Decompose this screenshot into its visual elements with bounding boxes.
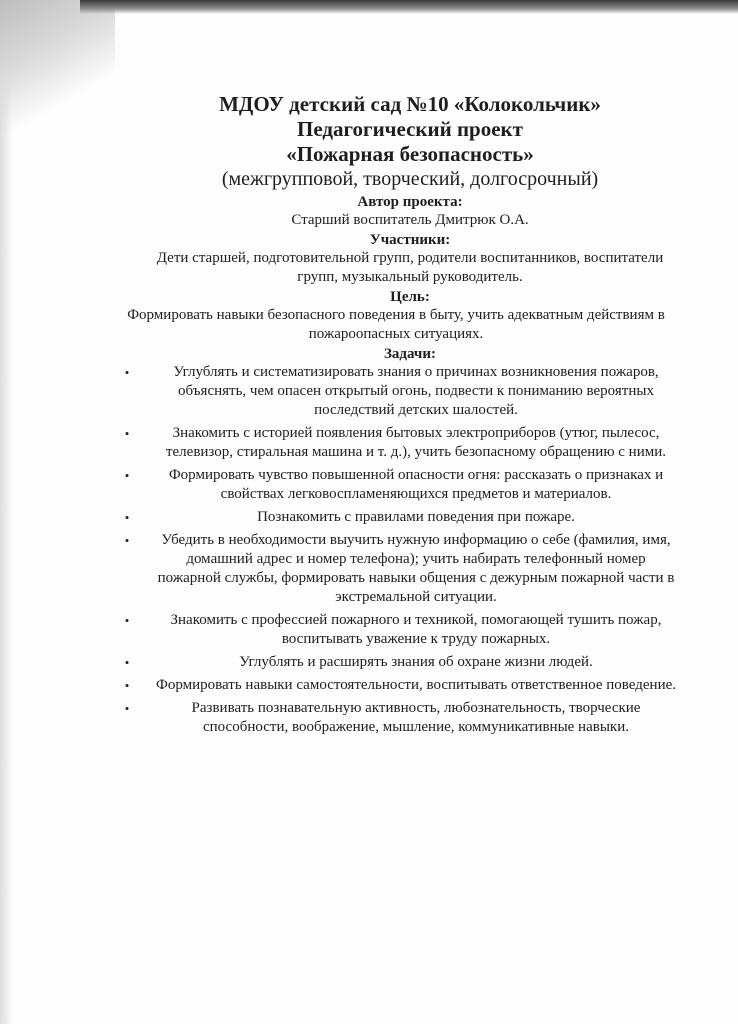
list-item bbox=[120, 676, 700, 695]
participants-value: Дети старшей, подготовительной групп, родители воспитанников, воспитатели групп, музыкальный руководитель. bbox=[156, 250, 664, 285]
list-item bbox=[120, 424, 700, 462]
document-body bbox=[120, 92, 700, 741]
project-type: Педагогический проект bbox=[297, 117, 523, 141]
author-label: Автор проекта: bbox=[357, 194, 463, 210]
task-text: Формировать чувство повышенной опасности огня: рассказать о признаках и свойствах легковоспламеняющихся предметов и материалов. bbox=[168, 467, 664, 502]
project-name: «Пожарная безопасность» bbox=[286, 142, 534, 166]
list-item bbox=[120, 363, 700, 420]
task-text: Знакомить с профессией пожарного и техникой, помогающей тушить пожар, воспитывать уважение к труду пожарных. bbox=[170, 612, 662, 647]
bullet-icon: • bbox=[124, 655, 130, 670]
bullet-icon: • bbox=[124, 426, 130, 441]
bullet-icon: • bbox=[124, 701, 130, 716]
task-text: Развивать познавательную активность, любознательность, творческие способности, воображение, мышление, коммуникативные навыки. bbox=[191, 700, 641, 735]
task-text: Углублять и расширять знания об охране жизни людей. bbox=[239, 654, 593, 670]
bullet-icon: • bbox=[124, 365, 130, 380]
tasks-label: Задачи: bbox=[383, 346, 436, 362]
list-item bbox=[120, 611, 700, 649]
bullet-icon: • bbox=[124, 533, 130, 548]
task-text: Убедить в необходимости выучить нужную информацию о себе (фамилия, имя, домашний адрес и номер телефона); учить набирать телефонный номер пожарной службы, формировать навыки общения с дежурным пожарной части в экстремальной ситуации. bbox=[157, 532, 675, 605]
project-kind: (межгрупповой, творческий, долгосрочный) bbox=[221, 168, 599, 190]
task-text: Формировать навыки самостоятельности, воспитывать ответственное поведение. bbox=[155, 677, 677, 693]
goal-value: Формировать навыки безопасного поведения в быту, учить адекватным действиям в пожароопасных ситуациях. bbox=[127, 307, 665, 342]
org-title: МДОУ детский сад №10 «Колокольчик» bbox=[219, 92, 601, 116]
goal-label: Цель: bbox=[390, 289, 430, 305]
task-text: Углублять и систематизировать знания о причинах возникновения пожаров, объяснять, чем опасен открытый огонь, подвести к пониманию вероятных последствий детских шалостей. bbox=[173, 364, 659, 418]
bullet-icon: • bbox=[124, 613, 130, 628]
list-item bbox=[120, 508, 700, 527]
bullet-icon: • bbox=[124, 468, 130, 483]
list-item bbox=[120, 466, 700, 504]
scan-top-band bbox=[80, 0, 738, 14]
participants-label: Участники: bbox=[369, 232, 451, 248]
task-text: Познакомить с правилами поведения при пожаре. bbox=[257, 509, 575, 525]
tasks-list bbox=[120, 363, 700, 737]
scan-corner-fold bbox=[0, 0, 115, 160]
list-item bbox=[120, 699, 700, 737]
bullet-icon: • bbox=[124, 678, 130, 693]
author-value: Старший воспитатель Дмитрюк О.А. bbox=[291, 212, 529, 228]
list-item bbox=[120, 653, 700, 672]
bullet-icon: • bbox=[124, 510, 130, 525]
task-text: Знакомить с историей появления бытовых электроприборов (утюг, пылесос, телевизор, стиральная машина и т. д.), учить безопасному обращению с ними. bbox=[165, 425, 667, 460]
list-item bbox=[120, 531, 700, 607]
